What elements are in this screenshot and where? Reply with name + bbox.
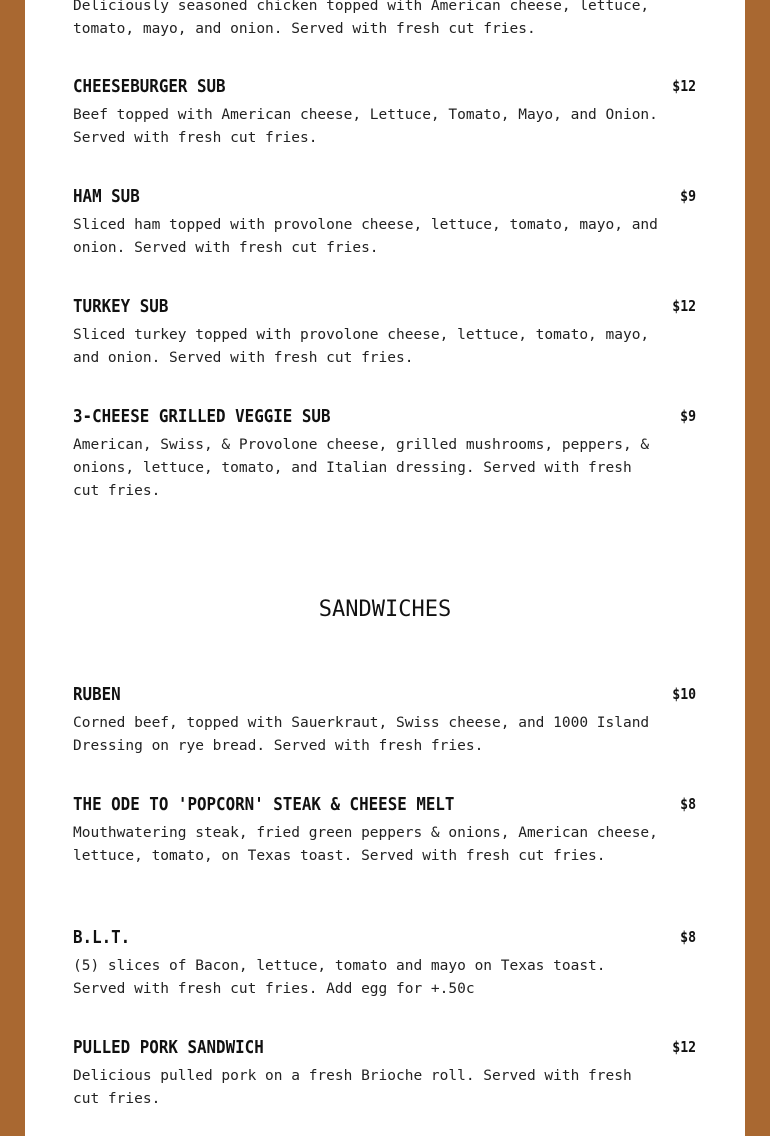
item-description: Sliced turkey topped with provolone cheese, lettuce, tomato, mayo, and onion. Served with fresh cut fries. — [73, 327, 650, 366]
item-price: $9 — [680, 407, 696, 425]
item-price: $9 — [680, 187, 696, 205]
item-description: Deliciously seasoned chicken topped with American cheese, lettuce, tomato, mayo, and onion. Served with fresh cut fries. — [73, 0, 650, 37]
item-name: TURKEY SUB — [73, 296, 169, 317]
item-description: American, Swiss, & Provolone cheese, grilled mushrooms, peppers, & onions, lettuce, tomato, and Italian dressing. Served with fresh cut fries. — [73, 437, 650, 499]
item-description: Corned beef, topped with Sauerkraut, Swiss cheese, and 1000 Island Dressing on rye bread. Served with fresh fries. — [73, 715, 650, 754]
section-title-sandwiches: SANDWICHES — [318, 597, 452, 622]
menu-page — [25, 0, 745, 1136]
item-price: $12 — [672, 1038, 696, 1056]
item-description: Delicious pulled pork on a fresh Brioche roll. Served with fresh cut fries. — [73, 1068, 632, 1107]
item-price: $8 — [680, 795, 696, 813]
item-name: PULLED PORK SANDWICH — [73, 1037, 264, 1058]
item-price: $12 — [672, 77, 696, 95]
item-name: HAM SUB — [73, 186, 140, 207]
item-name: RUBEN — [73, 684, 121, 705]
item-price: $10 — [672, 685, 696, 703]
item-name: CHEESEBURGER SUB — [73, 76, 226, 97]
item-price: $12 — [672, 297, 696, 315]
item-description: Beef topped with American cheese, Lettuce, Tomato, Mayo, and Onion. Served with fresh cut fries. — [73, 107, 658, 146]
item-description: Sliced ham topped with provolone cheese, lettuce, tomato, mayo, and onion. Served with fresh cut fries. — [73, 217, 658, 256]
item-name: 3-CHEESE GRILLED VEGGIE SUB — [73, 406, 331, 427]
item-description: Mouthwatering steak, fried green peppers & onions, American cheese, lettuce, tomato, on Texas toast. Served with fresh cut fries. — [73, 825, 658, 864]
item-name: B.L.T. — [73, 927, 131, 948]
item-description: (5) slices of Bacon, lettuce, tomato and mayo on Texas toast. Served with fresh cut fries. Add egg for +.50c — [73, 958, 606, 997]
item-price: $8 — [680, 928, 696, 946]
item-name: THE ODE TO 'POPCORN' STEAK & CHEESE MELT — [73, 794, 455, 815]
